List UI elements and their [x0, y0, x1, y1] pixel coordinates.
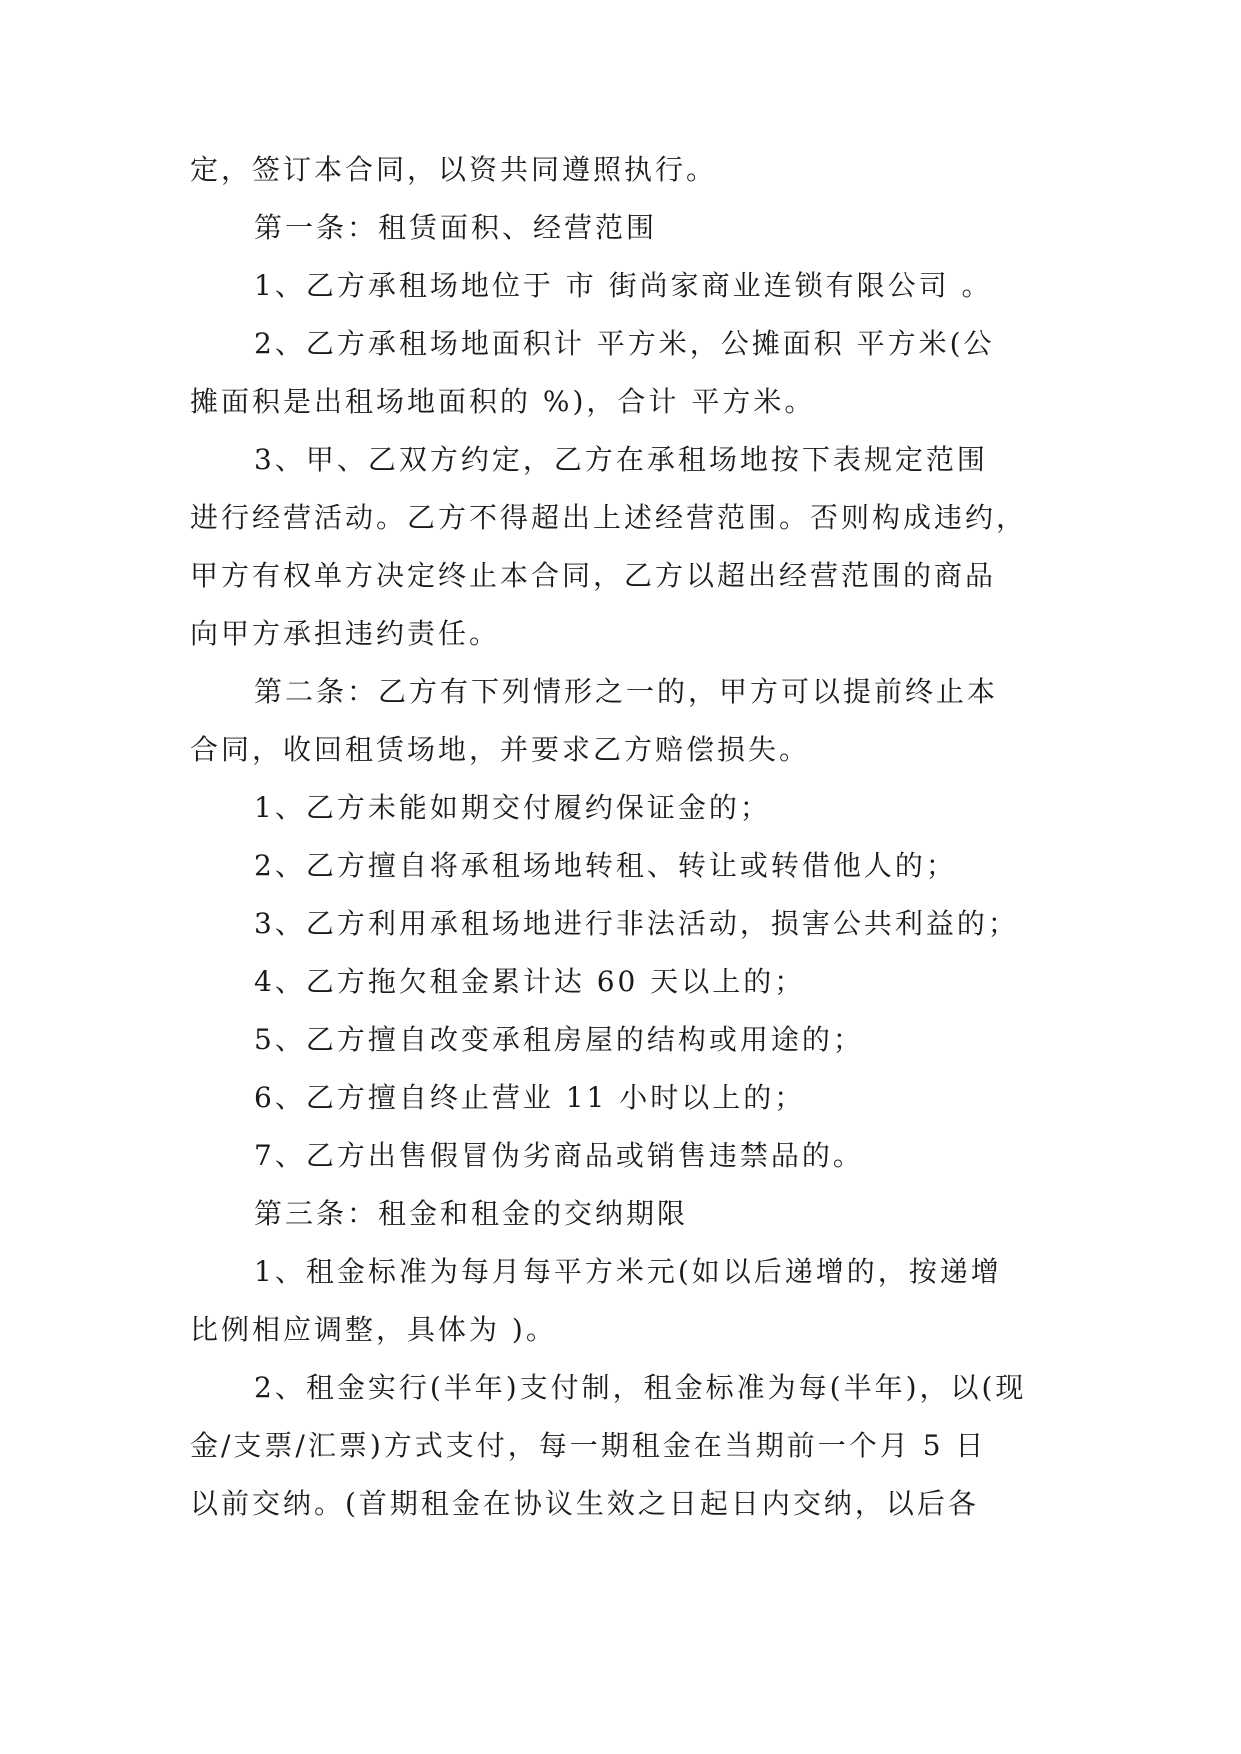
text-line: 1、乙方承租场地位于 市 街尚家商业连锁有限公司 。	[254, 269, 993, 302]
list-item: 7、乙方出售假冒伪劣商品或销售违禁品的。	[254, 1139, 864, 1172]
text-line: 2、租金实行(半年)支付制，租金标准为每(半年)，以(现	[254, 1371, 1027, 1404]
text-line: 甲方有权单方决定终止本合同，乙方以超出经营范围的商品	[190, 559, 997, 592]
text-line: 摊面积是出租场地面积的 %)，合计 平方米。	[190, 385, 816, 418]
section-heading: 第二条：乙方有下列情形之一的，甲方可以提前终止本	[254, 675, 999, 708]
text-line: 以前交纳。(首期租金在协议生效之日起日内交纳，以后各	[190, 1487, 979, 1520]
section-heading: 第三条：租金和租金的交纳期限	[254, 1197, 689, 1230]
list-item: 1、乙方未能如期交付履约保证金的；	[254, 791, 771, 824]
list-item: 3、乙方利用承租场地进行非法活动，损害公共利益的；	[254, 907, 1019, 940]
list-item: 4、乙方拖欠租金累计达 60 天以上的；	[254, 965, 806, 998]
list-item: 5、乙方擅自改变承租房屋的结构或用途的；	[254, 1023, 864, 1056]
text-line: 金/支票/汇票)方式支付，每一期租金在当期前一个月 5 日	[190, 1429, 987, 1462]
text-line: 向甲方承担违约责任。	[190, 617, 501, 650]
list-item: 2、乙方擅自将承租场地转租、转让或转借他人的；	[254, 849, 957, 882]
text-line: 3、甲、乙双方约定，乙方在承租场地按下表规定范围	[254, 443, 988, 476]
text-line: 2、乙方承租场地面积计 平方米，公摊面积 平方米(公	[254, 327, 995, 360]
text-line: 进行经营活动。乙方不得超出上述经营范围。否则构成违约，	[190, 501, 1028, 534]
text-line: 1、租金标准为每月每平方米元(如以后递增的，按递增	[254, 1255, 1002, 1288]
list-item: 6、乙方擅自终止营业 11 小时以上的；	[254, 1081, 806, 1114]
text-line: 比例相应调整，具体为 )。	[190, 1313, 557, 1346]
section-heading: 第一条：租赁面积、经营范围	[254, 211, 658, 244]
text-line: 定，签订本合同，以资共同遵照执行。	[190, 153, 718, 186]
text-line: 合同，收回租赁场地，并要求乙方赔偿损失。	[190, 733, 811, 766]
